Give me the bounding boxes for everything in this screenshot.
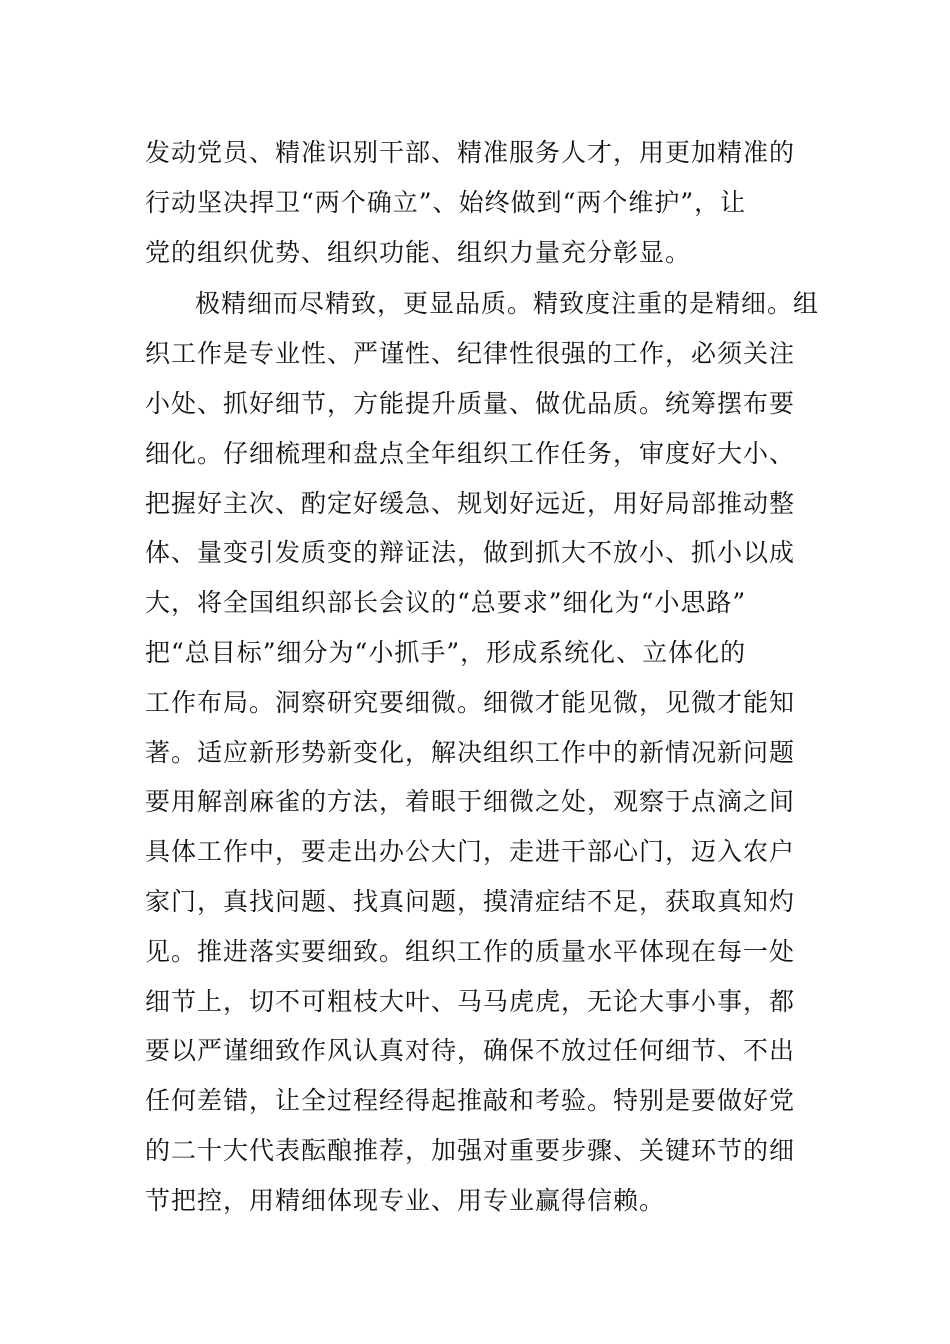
paragraph-line: 细化。仔细梳理和盘点全年组织工作任务，审度好大小、 — [145, 438, 796, 468]
paragraph-line: 把握好主次、酌定好缓急、规划好远近，用好局部推动整 — [145, 488, 796, 518]
paragraph-line: 细节上，切不可粗枝大叶、马马虎虎，无论大事小事，都 — [145, 986, 796, 1016]
paragraph-line: 行动坚决捍卫“两个确立”、始终做到“两个维护”，让 — [145, 187, 747, 217]
paragraph-2 — [145, 279, 820, 1225]
document-body — [145, 128, 820, 1226]
paragraph-line: 任何差错，让全过程经得起推敲和考验。特别是要做好党 — [145, 1086, 796, 1116]
paragraph-line: 要用解剖麻雀的方法，着眼于细微之处，观察于点滴之间 — [145, 787, 796, 817]
paragraph-line: 大，将全国组织部长会议的“总要求”细化为“小思路” — [145, 588, 747, 618]
paragraph-line: 极精细而尽精致，更显品质。精致度注重的是精细。组 — [195, 289, 820, 319]
paragraph-line: 小处、抓好细节，方能提升质量、做优品质。统筹摆布要 — [145, 388, 796, 418]
paragraph-line: 家门，真找问题、找真问题，摸清症结不足，获取真知灼 — [145, 886, 796, 916]
paragraph-line: 节把控，用精细体现专业、用专业赢得信赖。 — [145, 1185, 666, 1215]
paragraph-line: 具体工作中，要走出办公大门，走进干部心门，迈入农户 — [145, 837, 796, 867]
paragraph-line: 的二十大代表酝酿推荐，加强对重要步骤、关键环节的细 — [145, 1135, 796, 1165]
paragraph-line: 著。适应新形势新变化，解决组织工作中的新情况新问题 — [145, 737, 796, 767]
paragraph-line: 要以严谨细致作风认真对待，确保不放过任何细节、不出 — [145, 1036, 796, 1066]
paragraph-line: 发动党员、精准识别干部、精准服务人才，用更加精准的 — [145, 138, 796, 167]
paragraph-line: 体、量变引发质变的辩证法，做到抓大不放小、抓小以成 — [145, 538, 796, 568]
paragraph-line: 党的组织优势、组织功能、组织力量充分彰显。 — [145, 237, 692, 267]
paragraph-line: 织工作是专业性、严谨性、纪律性很强的工作，必须关注 — [145, 339, 796, 369]
paragraph-line: 把“总目标”细分为“小抓手”，形成系统化、立体化的 — [145, 637, 747, 667]
paragraph-1 — [145, 128, 815, 277]
paragraph-line: 工作布局。洞察研究要细微。细微才能见微，见微才能知 — [145, 687, 796, 717]
paragraph-line: 见。推进落实要细致。组织工作的质量水平体现在每一处 — [145, 936, 796, 966]
